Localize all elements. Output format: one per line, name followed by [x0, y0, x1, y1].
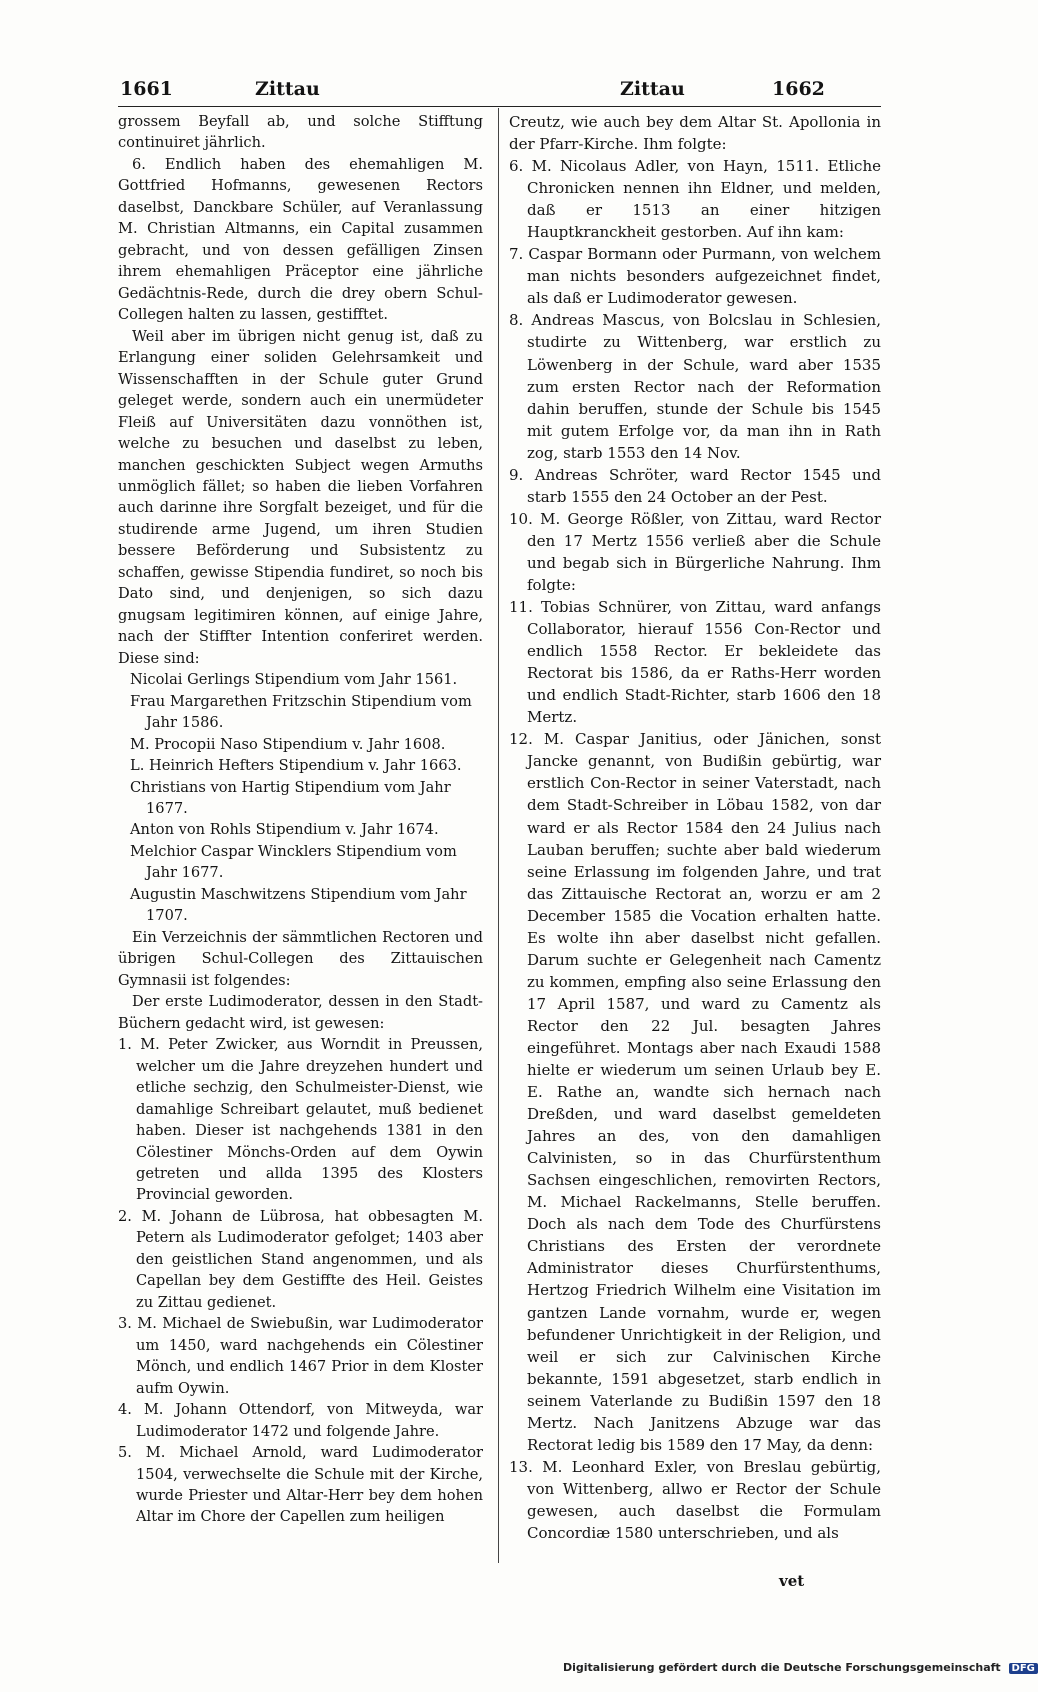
right-column: [509, 111, 881, 1544]
stipendium-entry: Frau Margarethen Fritzschin Stipendium vom Jahr 1586.: [130, 692, 472, 732]
rector-entry: 8. Andreas Mascus, von Bolcslau in Schlesien, studirte zu Wittenberg, war erstlich zu Löwenberg in der Schule, ward aber 1535 zum ersten Rector nach der Reformation dahin beruffen, stunde der Schule bis 1545 mit gutem Erfolge vor, da man ihn in Rath zog, starb 1553 den 14 Nov.: [509, 311, 881, 462]
rector-entry: 9. Andreas Schröter, ward Rector 1545 und starb 1555 den 24 October an der Pest.: [509, 465, 881, 506]
rector-entry: 2. M. Johann de Lübrosa, hat obbesagten M. Petern als Ludimoderator gefolget; 1403 aber den geistlichen Stand angenommen, und als Capellan bey dem Gestiffte des Heil. Geistes zu Zittau gedienet.: [118, 1207, 483, 1311]
rector-entry: 11. Tobias Schnürer, von Zittau, ward anfangs Collaborator, hierauf 1556 Con-Rector und endlich 1558 Rector. Er bekleidete das Rectorat bis 1586, da er Raths-Herr worden und endlich Stadt-Richter, starb 1606 den 18 Mertz.: [509, 598, 881, 727]
stipendium-entry: Nicolai Gerlings Stipendium vom Jahr 1561.: [130, 671, 458, 689]
page-header: [120, 78, 880, 104]
stipendium-entry: Augustin Maschwitzens Stipendium vom Jahr 1707.: [130, 885, 467, 925]
rector-entry: 12. M. Caspar Janitius, oder Jänichen, sonst Jancke genannt, von Budißin gebürtig, war erstlich Con-Rector in seiner Vaterstadt, nach dem Stadt-Schreiber in Löbau 1582, von dar ward er als Rector 1584 den 24 Julius nach Lauban beruffen; suchte aber bald wiederum seine Erlassung im folgenden Jahre, und trat das Zittauische Rectorat an, worzu er am 2 December 1585 die Vocation erhalten hatte. Es wolte ihn aber daselbst nicht gefallen. Darum suchte er Gelegenheit nach Camentz zu kommen, empfing also seine Erlassung den 17 April 1587, und ward zu Camentz als Rector den 22 Jul. besagten Jahres eingeführet. Montags aber nach Exaudi 1588 hielte er wiederum um seinen Urlaub bey E. E. Rathe an, wandte sich hernach nach Dreßden, und ward daselbst gemeldeten Jahres an des, von den damahligen Calvinisten, so in das Churfürstenthum Sachsen eingeschlichen, removirten Rectors, M. Michael Rackelmanns, Stelle beruffen. Doch als nach dem Tode des Churfürstens Christians des Ersten der verordnete Administrator dieses Churfürstenthums, Hertzog Friedrich Wilhelm eine Visitation im gantzen Lande vornahm, wurde er, wegen befundener Unrichtigkeit in der Religion, und weil er sich zur Calvinischen Kirche bekannte, 1591 abgesetzet, starb endlich in seinem Vaterlande zu Budißin 1597 den 18 Mertz. Nach Janitzens Abzuge war das Rectorat ledig bis 1589 den 17 May, da denn:: [509, 730, 881, 1454]
header-rule: [118, 106, 881, 107]
paragraph: Der erste Ludimoderator, dessen in den Stadt-Büchern gedacht wird, ist gewesen:: [118, 993, 483, 1032]
rector-entry: 13. M. Leonhard Exler, von Breslau gebürtig, von Wittenberg, allwo er Rector der Schule gewesen, auch daselbst die Formulam Concordiæ 1580 unterschrieben, und als: [509, 1457, 881, 1542]
rector-entry: 6. M. Nicolaus Adler, von Hayn, 1511. Etliche Chronicken nennen ihn Eldner, und melden, daß er 1513 an einer hitzigen Hauptkranckheit gestorben. Auf ihn kam:: [509, 157, 881, 242]
paragraph: Ein Verzeichnis der sämmtlichen Rectoren und übrigen Schul-Collegen des Zittauischen Gymnasii ist folgendes:: [118, 928, 483, 989]
running-title-right: Zittau: [620, 78, 685, 100]
left-column: [118, 111, 483, 1528]
paragraph: Creutz, wie auch bey dem Altar St. Apollonia in der Pfarr-Kirche. Ihm folgte:: [509, 113, 881, 154]
page-number-left: 1661: [120, 78, 173, 100]
rector-entry: 10. M. George Rößler, von Zittau, ward Rector den 17 Mertz 1556 verließ aber die Schule und begab sich in Bürgerliche Nahrung. Ihm folgte:: [509, 509, 881, 594]
stipendium-entry: Christians von Hartig Stipendium vom Jahr 1677.: [130, 778, 451, 817]
stipendium-entry: Anton von Rohls Stipendium v. Jahr 1674.: [130, 821, 439, 839]
catchword: vet: [779, 1572, 805, 1590]
stipendium-entry: M. Procopii Naso Stipendium v. Jahr 1608.: [130, 735, 446, 753]
rector-entry: 7. Caspar Bormann oder Purmann, von welchem man nichts besonders aufgezeichnet findet, als daß er Ludimoderator gewesen.: [509, 245, 881, 308]
paragraph: grossem Beyfall ab, und solche Stifftung continuiret jährlich.: [118, 113, 483, 152]
rector-entry: 5. M. Michael Arnold, ward Ludimoderator 1504, verwechselte die Schule mit der Kirche, wurde Priester und Altar-Herr bey dem hohen Altar im Chore der Capellen zum heiligen: [118, 1444, 483, 1526]
rector-entry: 1. M. Peter Zwicker, aus Worndit in Preussen, welcher um die Jahre dreyzehen hundert und etliche sechzig, den Schulmeister-Dienst, wie damahlige Schreibart gelautet, muß bedienet haben. Dieser ist nachgehends 1381 in den Cölestiner Mönchs-Orden auf dem Oywin getreten und allda 1395 des Klosters Provincial geworden.: [118, 1036, 483, 1204]
paragraph: 6. Endlich haben des ehemahligen M. Gottfried Hofmanns, gewesenen Rectors daselbst, Danckbare Schüler, auf Veranlassung M. Christian Altmanns, ein Capital zusammen gebracht, und von dessen gefälligen Zinsen ihrem ehemahligen Präceptor eine jährliche Gedächtnis-Rede, durch die drey obern Schul-Collegen halten zu lassen, gestifftet.: [118, 155, 483, 324]
page-number-right: 1662: [772, 78, 825, 100]
footer-credit-text: Digitalisierung gefördert durch die Deutsche Forschungsgemeinschaft: [563, 1661, 1001, 1674]
dfg-logo: DFG: [1009, 1663, 1038, 1674]
column-divider: [498, 108, 499, 1563]
rector-entry: 3. M. Michael de Swiebußin, war Ludimoderator um 1450, ward nachgehends ein Cölestiner Mönch, und endlich 1467 Prior in dem Kloster aufm Oywin.: [118, 1315, 483, 1397]
paragraph: Weil aber im übrigen nicht genug ist, daß zu Erlangung einer soliden Gelehrsamkeit und Wissenschafften in der Schule guter Grund geleget werde, sondern auch ein unermüdeter Fleiß auf Universitäten dazu vonnöthen ist, welche zu besuchen und daselbst zu leben, manchen geschickten Subject wegen Armuths unmöglich fället; so haben die lieben Vorfahren auch darinne ihre Sorgfalt bezeiget, und für die studirende arme Jugend, um ihren Studien bessere Beförderung und Subsistentz zu schaffen, gewisse Stipendia fundiret, so noch bis Dato sind, und denjenigen, so sich dazu gnugsam legitimiren können, auf einige Jahre, nach der Stiffter Intention conferiret werden. Diese sind:: [118, 327, 483, 667]
rector-entry: 4. M. Johann Ottendorf, von Mitweyda, war Ludimoderator 1472 und folgende Jahre.: [118, 1401, 483, 1440]
running-title-left: Zittau: [255, 78, 320, 100]
stipendium-entry: Melchior Caspar Wincklers Stipendium vom Jahr 1677.: [130, 842, 457, 882]
stipendium-entry: L. Heinrich Hefters Stipendium v. Jahr 1663.: [130, 757, 462, 775]
footer-credit: [563, 1661, 1038, 1674]
